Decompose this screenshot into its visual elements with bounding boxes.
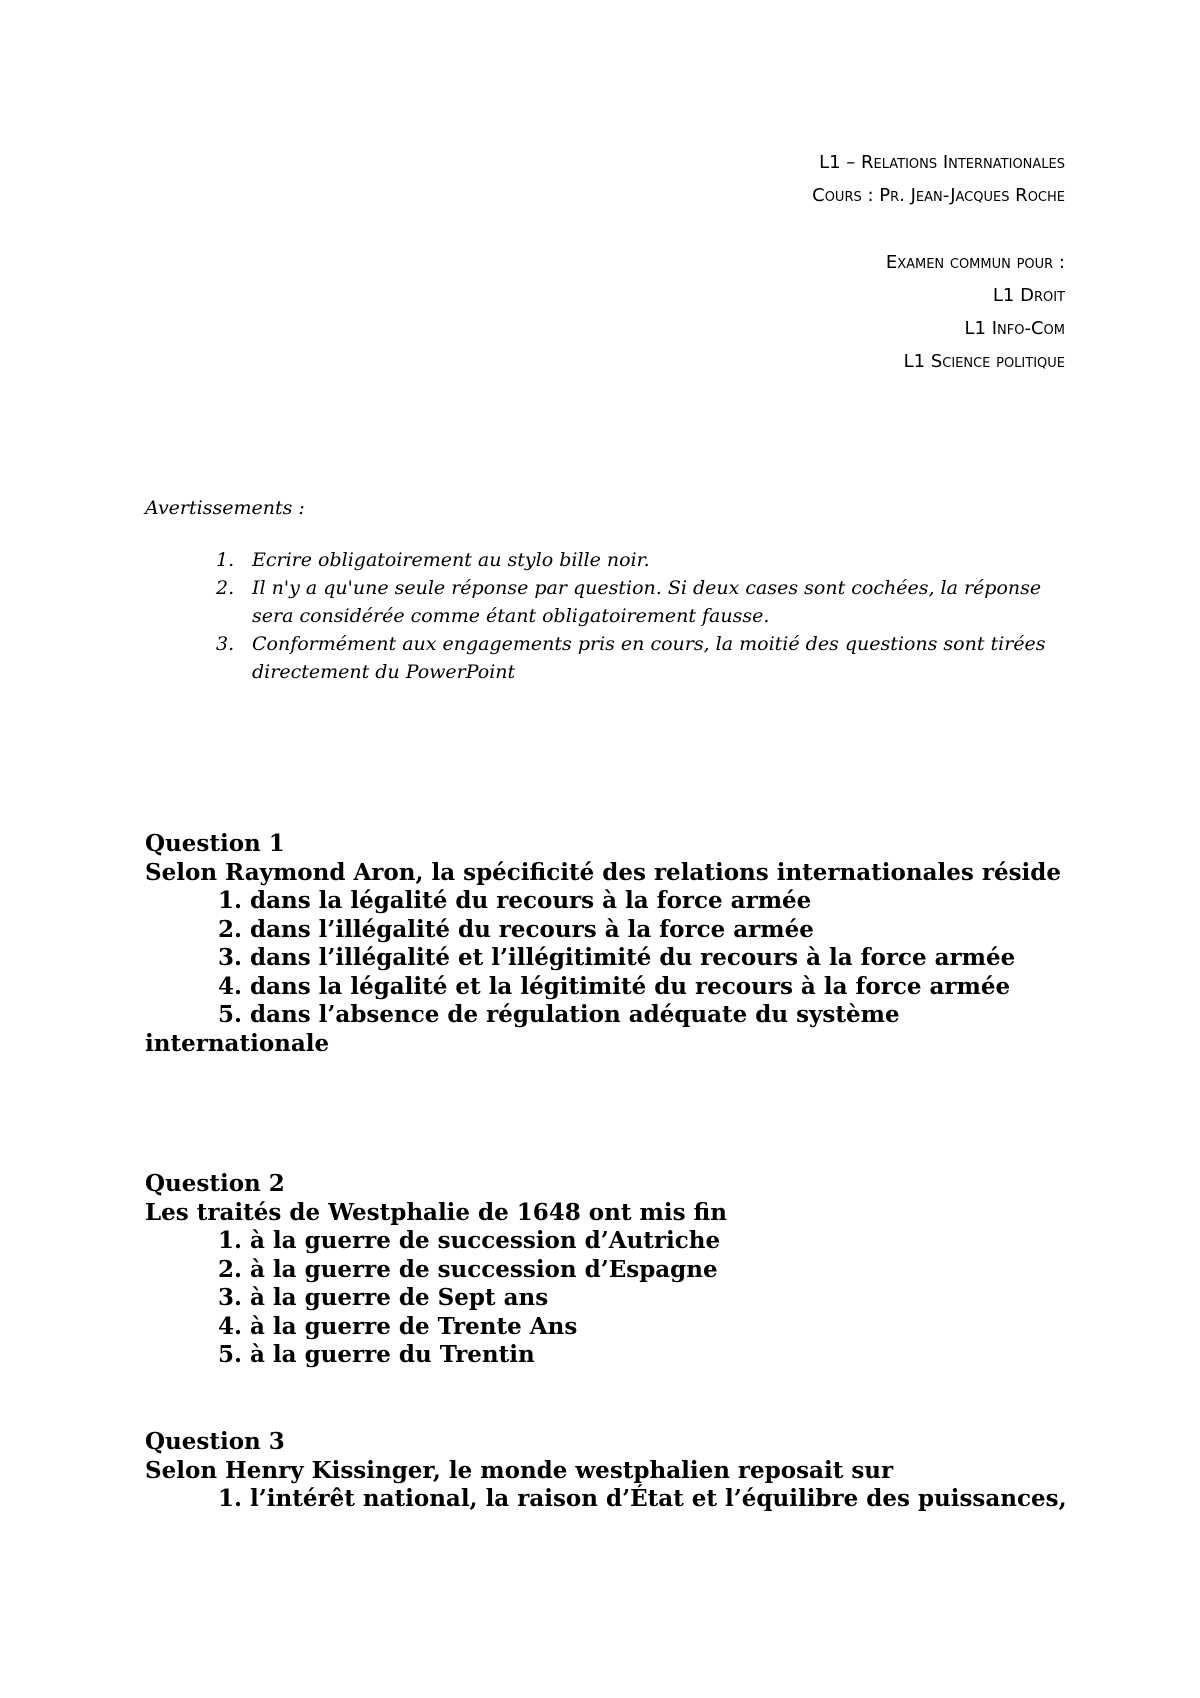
- warnings-list: [212, 546, 1072, 686]
- warning-number: 3.: [216, 633, 235, 655]
- answer-option: 4. à la guerre de Trente Ans: [218, 1312, 578, 1340]
- exam-audience-label: Examen commun pour :: [885, 252, 1065, 273]
- answer-option: 5. dans l’absence de régulation adéquate du système internationale: [145, 1001, 900, 1057]
- warning-item: [212, 546, 1072, 574]
- question-2: [145, 1170, 1075, 1370]
- audience-science-politique: L1 Science politique: [903, 351, 1065, 372]
- warning-text: Conformément aux engagements pris en cours, la moitié des questions sont tirées directement du PowerPoint: [252, 633, 1046, 683]
- answer-option: 1. l’intérêt national, la raison d’État et l’équilibre des puissances,: [218, 1485, 1067, 1512]
- course-title: L1 – Relations Internationales: [819, 152, 1065, 173]
- question-1: [145, 830, 1075, 1058]
- header-spacer: [812, 212, 1065, 246]
- warning-text: Il n'y a qu'une seule réponse par question. Si deux cases sont cochées, la réponse sera considérée comme étant obligatoirement fausse.: [252, 577, 1042, 627]
- question-prompt: Selon Raymond Aron, la spécificité des relations internationales réside: [145, 858, 1061, 886]
- question-3: [145, 1428, 1075, 1514]
- question-title: Question 3: [145, 1428, 285, 1455]
- audience-info-com: L1 Info-Com: [964, 318, 1065, 339]
- answer-option: 2. dans l’illégalité du recours à la force armée: [218, 915, 814, 943]
- question-options: [145, 887, 1075, 1058]
- warning-number: 2.: [216, 577, 235, 599]
- question-title: Question 1: [145, 830, 285, 857]
- warning-item: [212, 630, 1072, 686]
- answer-option: 2. à la guerre de succession d’Espagne: [218, 1255, 718, 1283]
- warning-item: [212, 574, 1072, 630]
- answer-option: 1. dans la légalité du recours à la force armée: [218, 887, 812, 914]
- warning-number: 1.: [216, 549, 235, 571]
- exam-header: [812, 146, 1065, 378]
- answer-option: 1. à la guerre de succession d’Autriche: [218, 1227, 721, 1254]
- question-prompt: Selon Henry Kissinger, le monde westphalien reposait sur: [145, 1456, 894, 1484]
- question-prompt: Les traités de Westphalie de 1648 ont mis fin: [145, 1198, 727, 1226]
- audience-droit: L1 Droit: [992, 285, 1065, 306]
- answer-option: 3. à la guerre de Sept ans: [218, 1284, 549, 1311]
- course-professor: Cours : Pr. Jean-Jacques Roche: [812, 185, 1065, 206]
- answer-option: 4. dans la légalité et la légitimité du recours à la force armée: [218, 972, 1011, 1000]
- answer-option: 5. à la guerre du Trentin: [218, 1341, 535, 1368]
- answer-option: 3. dans l’illégalité et l’illégitimité du recours à la force armée: [218, 944, 1016, 971]
- warning-text: Ecrire obligatoirement au stylo bille noir.: [252, 549, 650, 571]
- question-title: Question 2: [145, 1170, 285, 1197]
- warnings-title: Avertissements :: [145, 497, 305, 519]
- question-options: [145, 1485, 1075, 1514]
- question-options: [145, 1227, 1075, 1370]
